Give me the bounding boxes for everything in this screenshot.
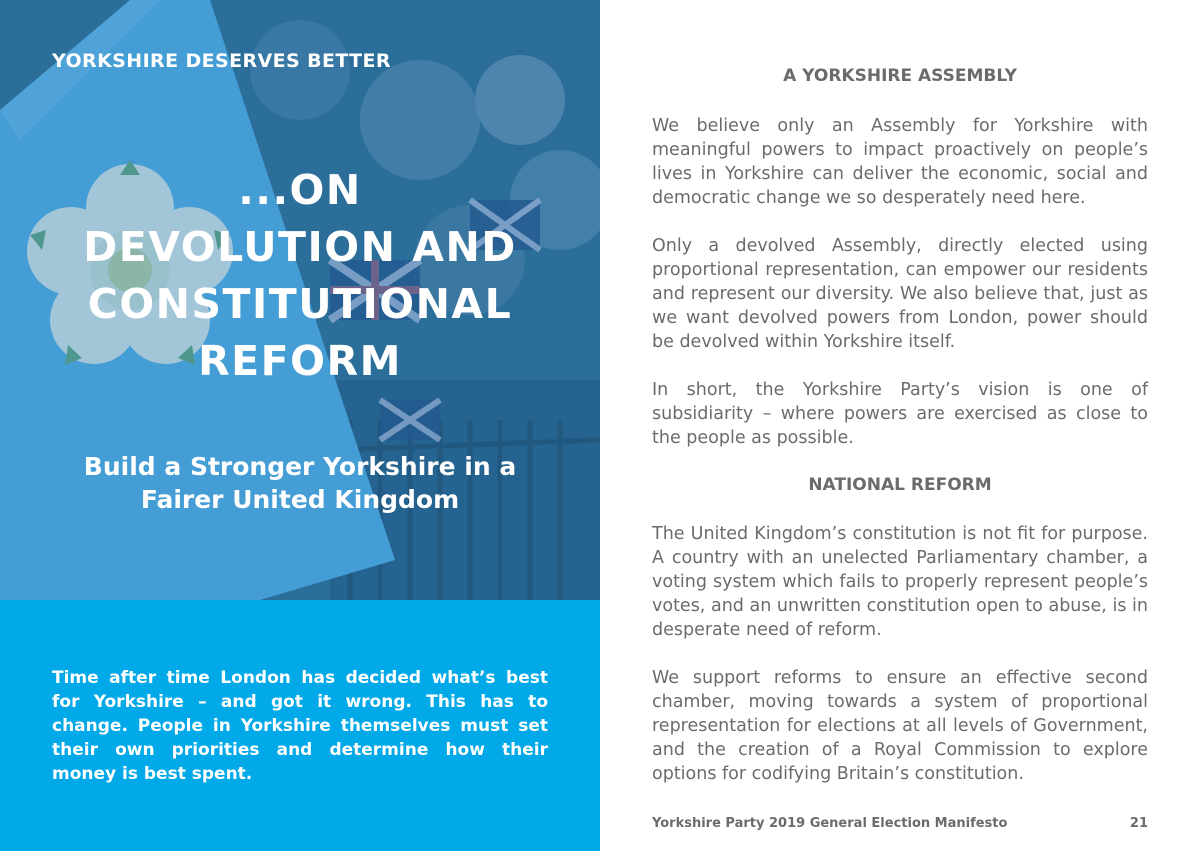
headline-line: DEVOLUTION AND	[83, 223, 517, 271]
panel-text: Time after time London has decided what’s best for Yorkshire – and got it wrong. This has to change. People in Yorkshire themselves must set their own priorities and determine how their money is best spent.	[52, 668, 548, 784]
section-title-yorkshire-assembly: A YORKSHIRE ASSEMBLY	[783, 66, 1017, 86]
headline-line: ...ON	[238, 166, 362, 214]
headline-line: CONSTITUTIONAL	[87, 280, 513, 328]
section-title-national-reform: NATIONAL REFORM	[808, 475, 992, 495]
paragraph: Only a devolved Assembly, directly elected using proportional representation, can empower our residents and represent our diversity. We also believe that, just as we want devolved powers from London, power should be devolved within Yorkshire itself.	[652, 236, 1148, 352]
headline	[0, 162, 600, 390]
paragraph: In short, the Yorkshire Party’s vision is one of subsidiarity – where powers are exercised as close to the people as possible.	[652, 380, 1148, 448]
headline-line: REFORM	[198, 337, 402, 385]
blue-panel	[0, 600, 600, 851]
footer-label: Yorkshire Party 2019 General Election Manifesto	[652, 816, 1008, 831]
subheadline-line: Fairer United Kingdom	[140, 485, 460, 514]
paragraph: The United Kingdom’s constitution is not fit for purpose. A country with an unelected Parliamentary chamber, a voting system which fails to properly represent people’s votes, and an unwritten constitution open to abuse, is in desperate need of reform.	[652, 524, 1148, 640]
subheadline	[0, 450, 600, 516]
page-number: 21	[1129, 816, 1148, 831]
paragraph: We support reforms to ensure an effective second chamber, moving towards a system of proportional representation for elections at all levels of Government, and the creation of a Royal Commission to explore options for codifying Britain’s constitution.	[652, 668, 1148, 784]
kicker-text: YORKSHIRE DESERVES BETTER	[52, 50, 391, 72]
subheadline-line: Build a Stronger Yorkshire in a	[83, 452, 517, 481]
paragraph: We believe only an Assembly for Yorkshire with meaningful powers to impact proactively on people’s lives in Yorkshire can deliver the economic, social and democratic change we so desperately need here.	[652, 116, 1148, 208]
right-page	[600, 0, 1200, 851]
